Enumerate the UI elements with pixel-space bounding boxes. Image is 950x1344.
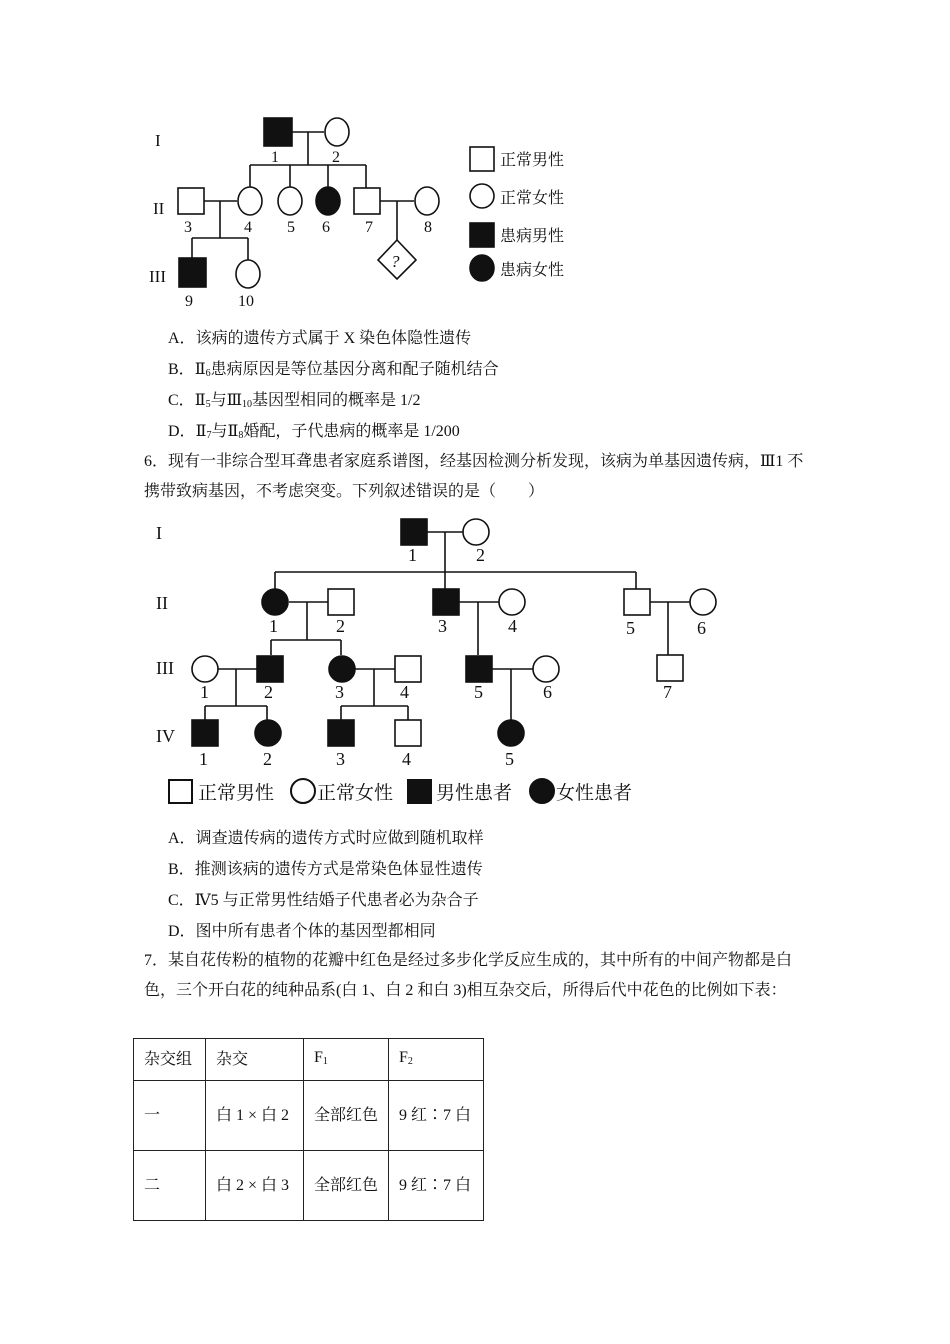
q6-III-2-affected-male bbox=[257, 656, 283, 682]
q6-IV-2-affected-female bbox=[255, 720, 281, 746]
q6-IV-num-2: 2 bbox=[263, 749, 272, 769]
cell-f1: 全部红色 bbox=[304, 1081, 389, 1151]
q6-IV-3-affected-male bbox=[328, 720, 354, 746]
q6-III-7-normal-male bbox=[657, 655, 683, 681]
cell-f1: 全部红色 bbox=[304, 1151, 389, 1221]
q6-III-1-normal-female bbox=[192, 656, 218, 682]
q5-II-5-normal-female bbox=[278, 187, 302, 215]
header-cross: 杂交 bbox=[206, 1039, 304, 1081]
header-f2: $F_2$ bbox=[389, 1039, 484, 1081]
q6-III-3-affected-female bbox=[329, 656, 355, 682]
q6-III-5-affected-male bbox=[466, 656, 492, 682]
q6-II-2-normal-male bbox=[328, 589, 354, 615]
q5-option-b: B．$Ⅱ_6$患病原因是等位基因分离和配子随机结合 bbox=[168, 361, 499, 379]
q5-num-8: 8 bbox=[424, 219, 432, 236]
q6-I-num-2: 2 bbox=[476, 545, 485, 565]
q6-II-num-4: 4 bbox=[508, 616, 517, 636]
q6-III-num-1: 1 bbox=[200, 682, 209, 702]
q6-gen-II: II bbox=[156, 593, 168, 613]
q6-IV-1-affected-male bbox=[192, 720, 218, 746]
q6-III-num-4: 4 bbox=[400, 682, 409, 702]
q6-option-a: A．调查遗传病的遗传方式时应做到随机取样 bbox=[168, 830, 484, 847]
cell-f2: 9 红∶7 白 bbox=[389, 1081, 484, 1151]
q6-legend-normal-female-symbol bbox=[291, 779, 315, 803]
cell-cross: 白 2 × 白 3 bbox=[206, 1151, 304, 1221]
cell-group: 二 bbox=[134, 1151, 206, 1221]
q5-II-6-affected-female bbox=[316, 187, 340, 215]
q6-I-num-1: 1 bbox=[408, 545, 417, 565]
q5-gen-I: I bbox=[155, 131, 161, 150]
pedigree-q6 bbox=[150, 512, 706, 812]
q6-II-num-1: 1 bbox=[269, 616, 278, 636]
q5-num-4: 4 bbox=[244, 219, 252, 236]
q5-legend-normal-female-symbol bbox=[470, 184, 494, 208]
header-f1: $F_1$ bbox=[304, 1039, 389, 1081]
q6-legend-normal-male-symbol bbox=[169, 780, 192, 803]
q5-II-4-normal-female bbox=[238, 187, 262, 215]
q5-num-9: 9 bbox=[185, 293, 193, 310]
cell-group: 一 bbox=[134, 1081, 206, 1151]
q5-option-a: A．该病的遗传方式属于 X 染色体隐性遗传 bbox=[168, 330, 472, 347]
q5-gen-III: III bbox=[149, 267, 166, 286]
q6-II-num-3: 3 bbox=[438, 616, 447, 636]
q6-option-d: D．图中所有患者个体的基因型都相同 bbox=[168, 923, 436, 940]
table-row bbox=[134, 1081, 484, 1151]
q5-num-2: 2 bbox=[332, 149, 340, 166]
q5-legend-affected-male: 患病男性 bbox=[500, 228, 565, 245]
q6-IV-5-affected-female bbox=[498, 720, 524, 746]
table-row bbox=[134, 1151, 484, 1221]
q6-III-4-normal-male bbox=[395, 656, 421, 682]
q6-II-1-affected-female bbox=[262, 589, 288, 615]
q5-num-3: 3 bbox=[184, 219, 192, 236]
q6-II-5-normal-male bbox=[624, 589, 650, 615]
pedigree-q5 bbox=[140, 110, 590, 315]
table-header-row bbox=[134, 1039, 484, 1081]
q6-IV-num-4: 4 bbox=[402, 749, 411, 769]
q5-num-1: 1 bbox=[271, 149, 279, 166]
q5-option-d: D．$Ⅱ_7$与$Ⅱ_8$婚配，子代患病的概率是 1/200 bbox=[168, 423, 460, 441]
q6-I-2-normal-female bbox=[463, 519, 489, 545]
q6-II-6-normal-female bbox=[690, 589, 716, 615]
q5-III-9-affected-male bbox=[179, 258, 206, 287]
q6-gen-I: I bbox=[156, 523, 162, 543]
q5-legend-normal-male-symbol bbox=[470, 147, 494, 171]
q5-legend-normal-male: 正常男性 bbox=[500, 152, 565, 169]
q6-III-num-3: 3 bbox=[335, 682, 344, 702]
q6-option-c: C．Ⅳ5 与正常男性结婚子代患者必为杂合子 bbox=[168, 892, 479, 909]
q6-III-6-normal-female bbox=[533, 656, 559, 682]
q7-stem: 7．某自花传粉的植物的花瓣中红色是经过多步化学反应生成的，其中所有的中间产物都是白色，三个开白花的纯种品系(白 1、白 2 和白 3)相互杂交后，所得后代中花色的比例如下表： bbox=[144, 952, 793, 999]
q5-legend-affected-female: 患病女性 bbox=[500, 262, 565, 279]
q6-III-num-7: 7 bbox=[663, 682, 672, 702]
q5-III-10-normal-female bbox=[236, 260, 260, 288]
q6-IV-num-1: 1 bbox=[199, 749, 208, 769]
q5-num-6: 6 bbox=[322, 219, 330, 236]
q6-legend-affected-female-symbol bbox=[530, 779, 554, 803]
q6-legend-normal-female: 正常女性 bbox=[317, 783, 394, 804]
q5-legend-affected-male-symbol bbox=[470, 223, 494, 247]
q6-IV-4-normal-male bbox=[395, 720, 421, 746]
q6-stem: 6．现有一非综合型耳聋患者家庭系谱图，经基因检测分析发现，该病为单基因遗传病，Ⅲ1 不携带致病基因，不考虑突变。下列叙述错误的是（ ） bbox=[144, 453, 804, 500]
q5-II-3-normal-male bbox=[178, 188, 204, 214]
q6-III-num-5: 5 bbox=[474, 682, 483, 702]
q6-legend-affected-female: 女性患者 bbox=[556, 783, 633, 804]
q5-num-7: 7 bbox=[365, 219, 373, 236]
q5-num-5: 5 bbox=[287, 219, 295, 236]
q6-II-num-2: 2 bbox=[336, 616, 345, 636]
q5-legend-normal-female: 正常女性 bbox=[500, 190, 565, 207]
q5-II-8-normal-female bbox=[415, 187, 439, 215]
q6-I-1-affected-male bbox=[401, 519, 427, 545]
q5-I-1-affected-male bbox=[264, 118, 292, 146]
q5-legend-affected-female-symbol bbox=[470, 255, 494, 281]
q6-III-num-6: 6 bbox=[543, 682, 552, 702]
q6-IV-num-3: 3 bbox=[336, 749, 345, 769]
q6-gen-III: III bbox=[156, 658, 174, 678]
q6-gen-IV: IV bbox=[156, 726, 175, 746]
q6-II-num-6: 6 bbox=[697, 618, 706, 638]
q5-II-7-normal-male bbox=[354, 188, 380, 214]
header-cross-group: 杂交组 bbox=[134, 1039, 206, 1081]
q5-option-c: C．$Ⅱ_5$与$Ⅲ_{10}$基因型相同的概率是 1/2 bbox=[168, 392, 421, 410]
q6-II-num-5: 5 bbox=[626, 618, 635, 638]
q6-legend-affected-male-symbol bbox=[408, 780, 431, 803]
q5-unknown-mark: ? bbox=[391, 252, 400, 271]
cross-table bbox=[133, 1038, 484, 1221]
cell-cross: 白 1 × 白 2 bbox=[206, 1081, 304, 1151]
q5-I-2-normal-female bbox=[325, 118, 349, 146]
q5-gen-II: II bbox=[153, 199, 165, 218]
q6-IV-num-5: 5 bbox=[505, 749, 514, 769]
q6-II-4-normal-female bbox=[499, 589, 525, 615]
q6-II-3-affected-male bbox=[433, 589, 459, 615]
cell-f2: 9 红∶7 白 bbox=[389, 1151, 484, 1221]
q6-legend-normal-male: 正常男性 bbox=[198, 783, 275, 804]
q6-option-b: B．推测该病的遗传方式是常染色体显性遗传 bbox=[168, 861, 483, 878]
q6-III-num-2: 2 bbox=[264, 682, 273, 702]
q6-legend-affected-male: 男性患者 bbox=[436, 783, 513, 804]
q5-num-10: 10 bbox=[238, 293, 254, 310]
